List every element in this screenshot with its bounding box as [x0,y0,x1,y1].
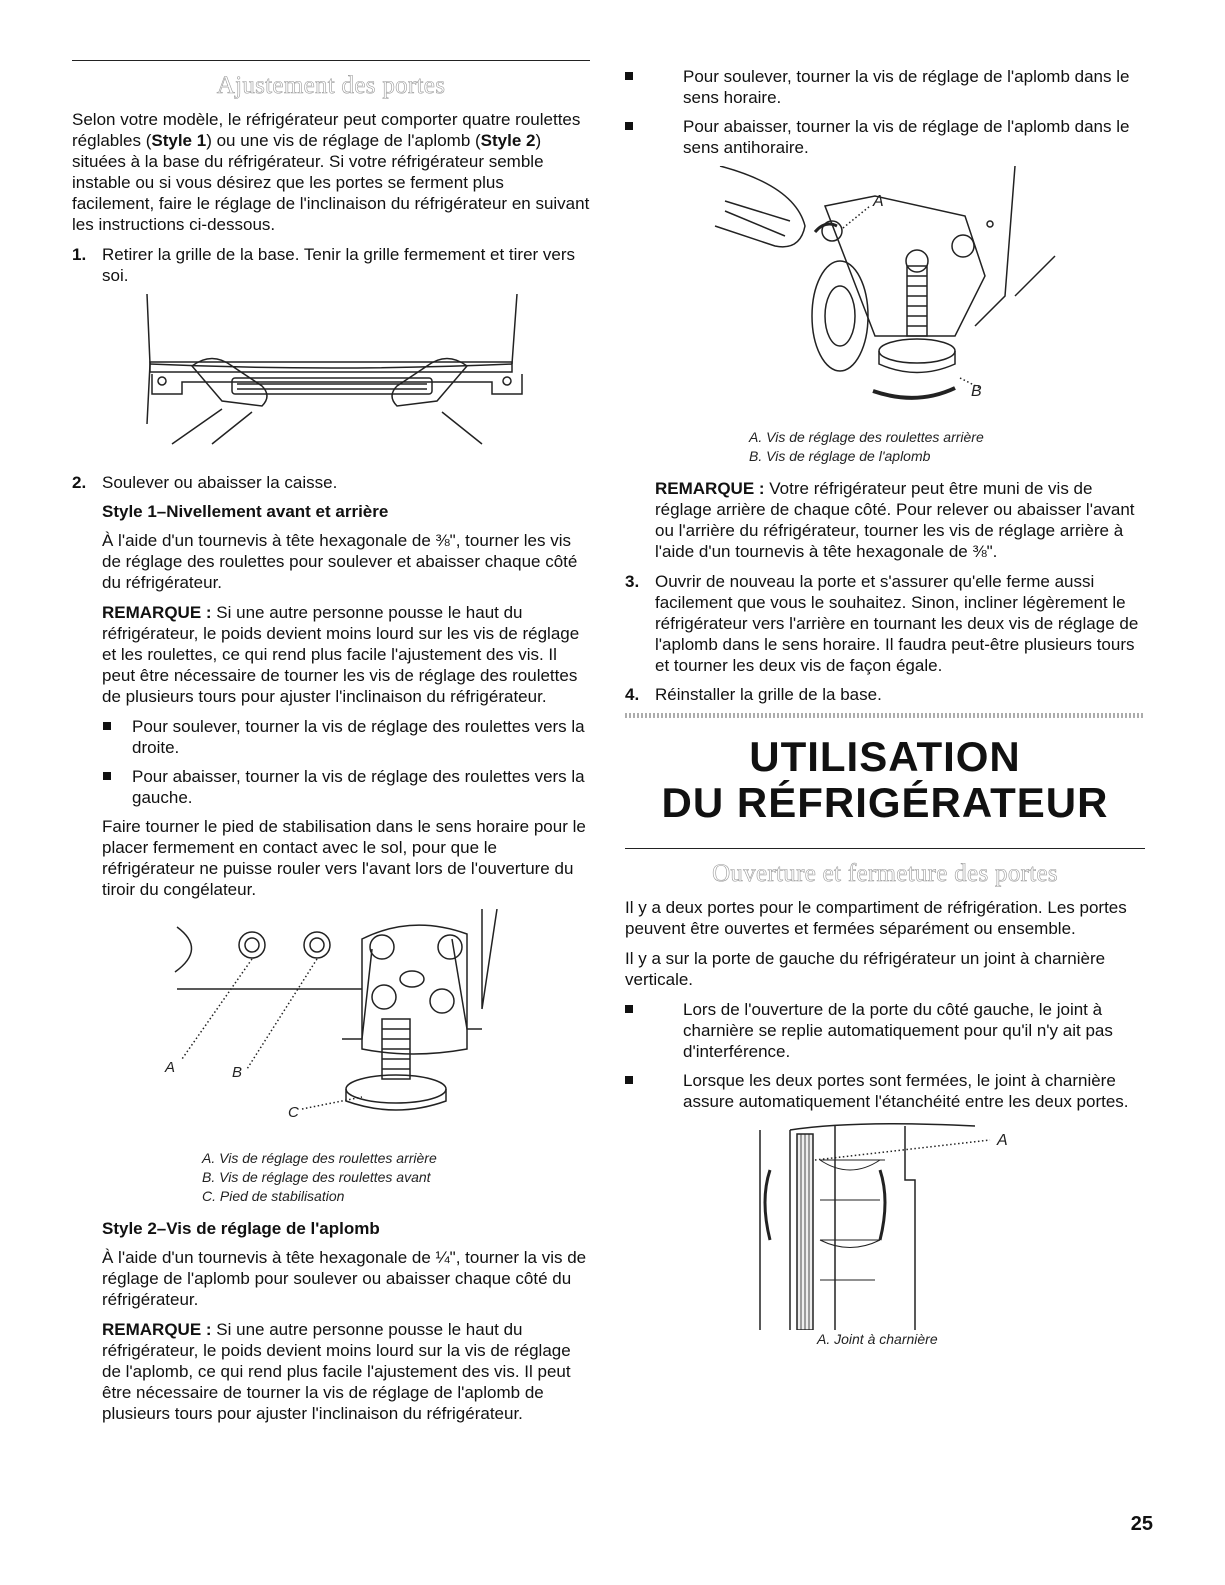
fig3-label-b: B [971,383,982,400]
bullet-hinge-seal: Lorsque les deux portes sont fermées, le joint à charnière assure automatiquement l'étanchéité entre les deux portes. [625,1070,1145,1112]
chapter-title-line2: DU RÉFRIGÉRATEUR [661,779,1109,826]
rear-note: REMARQUE : Votre réfrigérateur peut être muni de vis de réglage arrière de chaque côté. Pour relever ou abaisser l'avant ou l'arrière du réfrigérateur, tourner les vis de réglage arrière à l'aide d'un tournevis à tête hexagonale de ⅜". [655,479,1135,561]
section-rule [72,60,590,61]
page-number: 25 [1130,1513,1153,1535]
dotted-divider [625,713,1145,718]
style1-paragraph: À l'aide d'un tournevis à tête hexagonale de ⅜", tourner les vis de réglage des roulettes pour soulever et abaisser chaque côté du réfrigérateur. [102,531,578,592]
leveling-screw-illustration [625,166,1145,428]
rollers-illustration [72,909,590,1149]
caption-line: B. Vis de réglage de l'aplomb [749,448,931,464]
stabilizer-paragraph: Faire tourner le pied de stabilisation dans le sens horaire pour le placer fermement en contact avec le sol, pour que le réfrigérateur ne puisse rouler vers l'avant lors de l'ouverture du tiroir du congélateur. [102,817,586,899]
caption-line: A. Vis de réglage des roulettes arrière [202,1150,437,1166]
figure-hinge-seal [625,1120,1145,1330]
style2-note: REMARQUE : Si une autre personne pousse le haut du réfrigérateur, le poids devient moins lourd sur la vis de réglage de l'aplomb, ce qui rend plus facile l'ajustement des vis. Il peut être nécessaire de tourner la vis de réglage de l'aplomb de plusieurs tours pour ajuster l'inclinaison du réfrigérateur. [102,1320,571,1423]
doors-paragraph-2: Il y a sur la porte de gauche du réfrigérateur un joint à charnière verticale. [625,949,1106,989]
hinge-seal-illustration [625,1120,1145,1330]
doors-paragraph-1: Il y a deux portes pour le compartiment de réfrigération. Les portes peuvent être ouvertes et fermées séparément ou ensemble. [625,898,1127,938]
style1-title: Style 1–Nivellement avant et arrière [102,502,389,521]
style2-title: Style 2–Vis de réglage de l'aplomb [102,1219,380,1238]
bullet-lower-leveling: Pour abaisser, tourner la vis de réglage de l'aplomb dans le sens antihoraire. [625,116,1145,158]
left-column [72,60,590,1433]
bullet-raise-leveling: Pour soulever, tourner la vis de réglage de l'aplomb dans le sens horaire. [625,66,1145,108]
caption-line: B. Vis de réglage des roulettes avant [202,1169,431,1185]
bullet-lower-rollers: Pour abaisser, tourner la vis de réglage des roulettes vers la gauche. [72,766,590,808]
fig2-label-c: C [288,1104,299,1121]
fig2-label-a: A [165,1059,176,1076]
section-rule [625,848,1145,849]
fig4-label-a: A [997,1132,1008,1149]
figure-base-grille [72,294,590,464]
figure-leveling-screw [625,166,1145,428]
intro-paragraph: Selon votre modèle, le réfrigérateur peut comporter quatre roulettes réglables (Style 1) ou une vis de réglage de l'aplomb (Style 2) situées à la base du réfrigérateur. Si votre réfrigérateur semble instable ou si vous désirez que les portes se ferment plus facilement, faire le réglage de l'inclinaison du réfrigérateur en suivant les instructions ci-dessous. [72,110,590,234]
bullet-raise-rollers: Pour soulever, tourner la vis de réglage des roulettes vers la droite. [72,716,590,758]
step-3: 3. Ouvrir de nouveau la porte et s'assurer qu'elle ferme aussi facilement que vous le souhaitez. Sinon, incliner légèrement le réfrigérateur vers l'arrière en tournant les deux vis de réglage de l'aplomb dans le sens horaire. Il faudra peut-être plusieurs tours et tourner les deux vis de façon égale. [625,572,1139,675]
fig2-label-b: B [232,1064,243,1081]
fig3-label-a: A [873,193,884,210]
right-column [625,66,1145,1349]
step-2: 2. Soulever ou abaisser la caisse. [72,473,338,492]
bullet-hinge-fold: Lors de l'ouverture de la porte du côté gauche, le joint à charnière se replie automatiquement pour qu'il n'y ait pas d'interférence. [625,999,1145,1062]
figure-hinge-caption: A. Joint à charnière [817,1331,938,1347]
step-1: 1. Retirer la grille de la base. Tenir la grille fermement et tirer vers soi. [72,245,576,285]
chapter-title-line1: UTILISATION [749,733,1021,780]
figure-rollers [72,909,590,1149]
style2-paragraph: À l'aide d'un tournevis à tête hexagonale de ¼", tourner la vis de réglage de l'aplomb pour soulever ou abaisser chaque côté du réfrigérateur. [102,1248,587,1309]
style1-note: REMARQUE : Si une autre personne pousse le haut du réfrigérateur, le poids devient moins lourd sur les vis de réglage et les roulettes, ce qui rend plus facile l'ajustement des vis. Il peut être nécessaire de tourner les vis de réglage des roulettes de plusieurs tours pour ajuster l'inclinaison du réfrigérateur. [102,603,580,706]
base-grille-illustration [72,294,590,464]
section-heading-ajustement: Ajustement des portes [216,72,446,99]
step-4: 4. Réinstaller la grille de la base. [625,685,882,704]
caption-line: C. Pied de stabilisation [202,1188,345,1204]
figure-leveling-caption [749,428,1145,466]
caption-line: A. Vis de réglage des roulettes arrière [749,429,984,445]
section-heading-ouverture: Ouverture et fermeture des portes [712,860,1058,887]
figure-rollers-caption [202,1149,590,1206]
